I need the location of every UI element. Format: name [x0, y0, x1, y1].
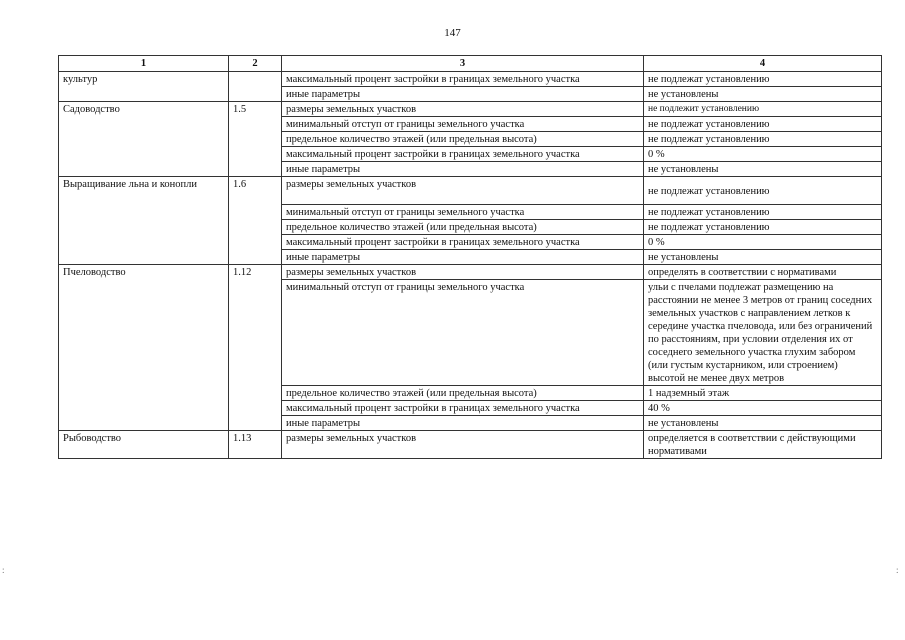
parameter-cell: иные параметры	[282, 162, 644, 177]
value-cell: не подлежат установлению	[644, 117, 882, 132]
value-cell: не установлены	[644, 87, 882, 102]
value-cell: не подлежат установлению	[644, 220, 882, 235]
margin-mark: :	[2, 565, 5, 575]
value-cell: 0 %	[644, 235, 882, 250]
parameter-cell: максимальный процент застройки в границах земельного участка	[282, 72, 644, 87]
parameter-cell: размеры земельных участков	[282, 177, 644, 205]
table-row	[59, 431, 882, 459]
parameter-cell: максимальный процент застройки в границах земельного участка	[282, 235, 644, 250]
value-cell: 0 %	[644, 147, 882, 162]
parameter-cell: иные параметры	[282, 416, 644, 431]
use-type-cell: Садоводство	[59, 102, 229, 177]
code-cell: 1.5	[229, 102, 282, 177]
value-cell: 40 %	[644, 401, 882, 416]
value-cell: не установлены	[644, 162, 882, 177]
use-type-cell: культур	[59, 72, 229, 102]
parameter-cell: минимальный отступ от границы земельного участка	[282, 205, 644, 220]
land-use-table	[58, 55, 882, 459]
value-cell: не подлежат установлению	[644, 205, 882, 220]
value-cell: не подлежат установлению	[644, 72, 882, 87]
page-number: 147	[444, 27, 461, 39]
value-cell: не подлежат установлению	[644, 177, 882, 205]
value-cell: не установлены	[644, 416, 882, 431]
table-row	[59, 265, 882, 280]
table-header-row	[59, 56, 882, 72]
parameter-cell: минимальный отступ от границы земельного участка	[282, 117, 644, 132]
value-cell: ульи с пчелами подлежат размещению на расстоянии не менее 3 метров от границ соседних земельных участков с направлением летков к середине участка пчеловода, или без ограничений по расстояниям, при условии отделения их от соседнего земельного участка глухим забором (или густым кустарником, или строением) высотой не менее двух метров	[644, 280, 882, 386]
use-type-cell: Рыбоводство	[59, 431, 229, 459]
parameter-cell: предельное количество этажей (или предельная высота)	[282, 132, 644, 147]
code-cell	[229, 72, 282, 102]
value-cell: определять в соответствии с нормативами	[644, 265, 882, 280]
use-type-cell: Выращивание льна и конопли	[59, 177, 229, 265]
value-cell: не установлены	[644, 250, 882, 265]
column-header: 3	[282, 56, 644, 72]
parameter-cell: предельное количество этажей (или предельная высота)	[282, 220, 644, 235]
parameter-cell: максимальный процент застройки в границах земельного участка	[282, 401, 644, 416]
parameter-cell: размеры земельных участков	[282, 102, 644, 117]
margin-mark: :	[896, 565, 899, 575]
table-row	[59, 102, 882, 117]
parameter-cell: иные параметры	[282, 250, 644, 265]
column-header: 4	[644, 56, 882, 72]
parameter-cell: размеры земельных участков	[282, 265, 644, 280]
column-header: 1	[59, 56, 229, 72]
value-cell: не подлежат установлению	[644, 132, 882, 147]
code-cell: 1.12	[229, 265, 282, 431]
code-cell: 1.13	[229, 431, 282, 459]
value-cell: не подлежит установлению	[644, 102, 882, 117]
parameter-cell: иные параметры	[282, 87, 644, 102]
value-cell: определяется в соответствии с действующими нормативами	[644, 431, 882, 459]
table-row	[59, 72, 882, 87]
value-cell: 1 надземный этаж	[644, 386, 882, 401]
use-type-cell: Пчеловодство	[59, 265, 229, 431]
code-cell: 1.6	[229, 177, 282, 265]
parameter-cell: минимальный отступ от границы земельного участка	[282, 280, 644, 386]
parameter-cell: предельное количество этажей (или предельная высота)	[282, 386, 644, 401]
table-row	[59, 177, 882, 205]
column-header: 2	[229, 56, 282, 72]
parameter-cell: максимальный процент застройки в границах земельного участка	[282, 147, 644, 162]
parameter-cell: размеры земельных участков	[282, 431, 644, 459]
